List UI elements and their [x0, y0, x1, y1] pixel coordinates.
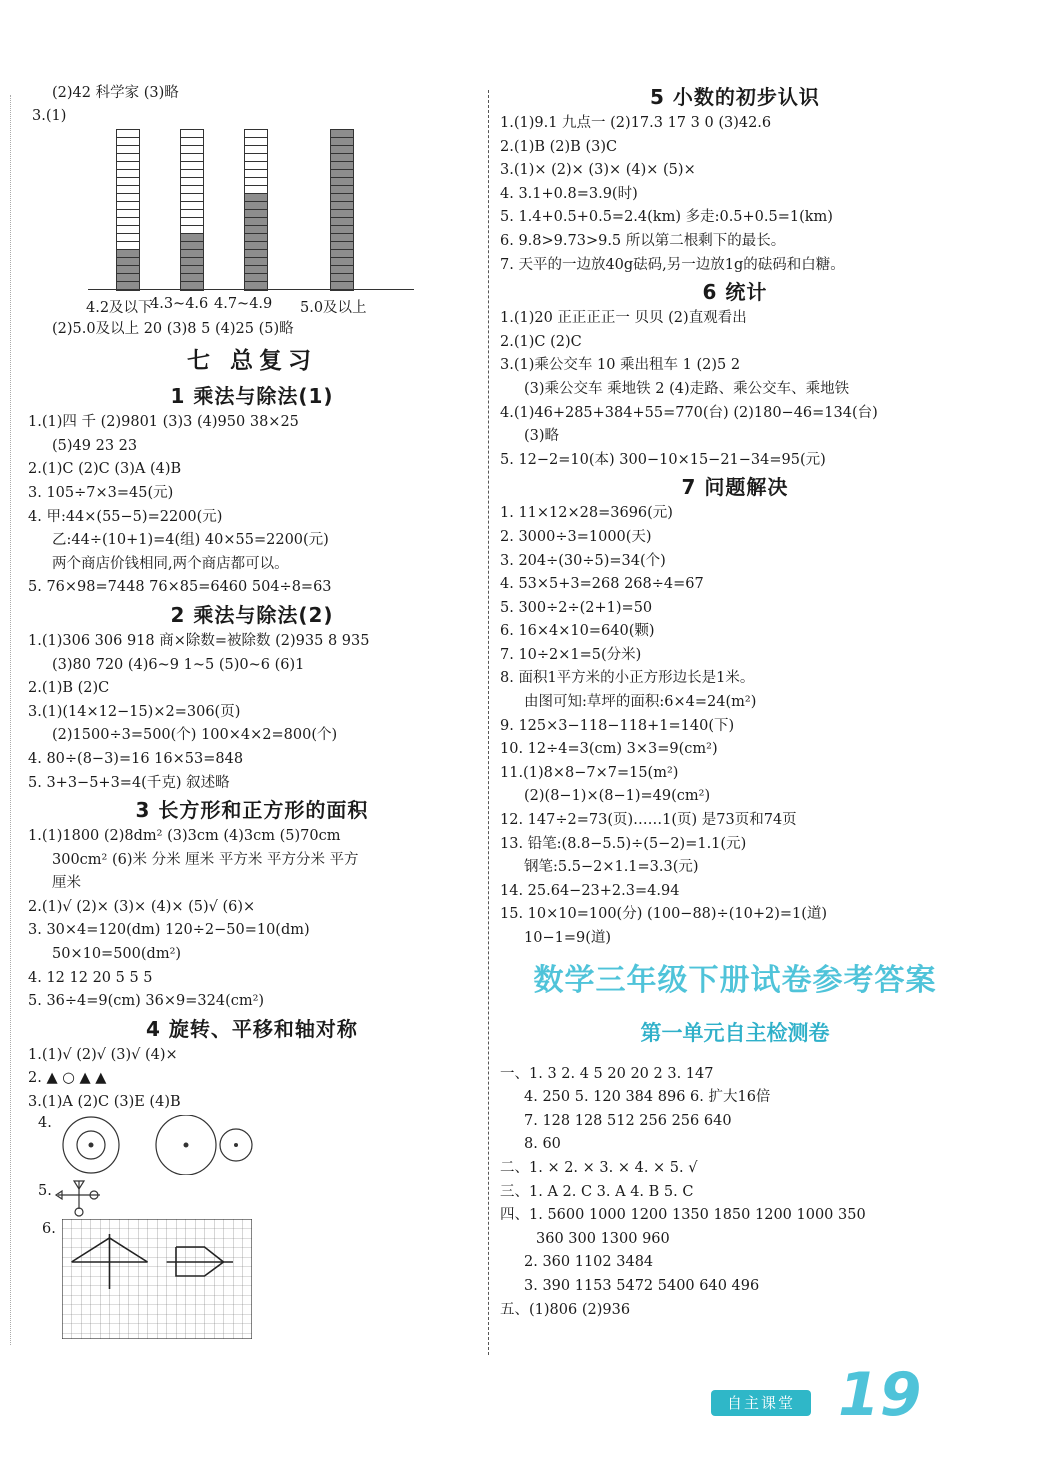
question-label: 5.	[38, 1182, 52, 1199]
answer-line: 12. 147÷2=73(页)……1(页) 是73页和74页	[500, 812, 797, 829]
answer-line: 360 300 1300 960	[536, 1230, 670, 1247]
answer-line: 5. 300÷2÷(2+1)=50	[500, 599, 653, 616]
test-answers-banner: 数学三年级下册试卷参考答案	[533, 962, 937, 998]
answer-line: 50×10=500(dm²)	[52, 946, 182, 963]
answer-line: 3.(1)(14×12−15)×2=306(页)	[28, 703, 241, 720]
answer-line: 2. 360 1102 3484	[524, 1254, 654, 1271]
answer-line: 7. 10÷2×1=5(分米)	[500, 646, 642, 663]
answer-line: 10−1=9(道)	[524, 930, 612, 946]
question-label: 6.	[42, 1220, 56, 1237]
answer-line: 3.(1)乘公交车 10 乘出租车 1 (2)5 2	[500, 357, 741, 374]
answer-line: 300cm² (6)米 分米 厘米 平方米 平方分米 平方	[52, 851, 359, 868]
bar-0	[116, 129, 140, 291]
answer-line: 1.(1)9.1 九点一 (2)17.3 17 3 0 (3)42.6	[500, 115, 772, 131]
answer-line: (5)49 23 23	[52, 437, 138, 454]
answer-line: 8. 面积1平方米的小正方形边长是1米。	[500, 670, 755, 687]
answer-line: 4. 53×5+3=268 268÷4=67	[500, 576, 704, 593]
bar-0-fill	[117, 250, 139, 290]
bar-3	[330, 129, 354, 291]
answer-line: 7. 天平的一边放40g砝码,另一边放1g的砝码和白糖。	[500, 256, 845, 273]
grid-figure	[28, 1217, 476, 1342]
category-label-1: 4.3~4.6	[150, 295, 209, 312]
answer-line: 7. 128 128 512 256 256 640	[524, 1112, 732, 1129]
answer-line: 2.(1)B (2)C	[28, 680, 110, 697]
answer-line: 5. 1.4+0.5+0.5=2.4(km) 多走:0.5+0.5=1(km)	[500, 209, 833, 226]
category-label-3: 5.0及以上	[300, 299, 367, 316]
answer-line: 1.(1)√ (2)√ (3)√ (4)×	[28, 1046, 178, 1063]
answer-line: (2)5.0及以上 20 (3)8 5 (4)25 (5)略	[52, 320, 294, 337]
section-title: 5 小数的初步认识	[650, 85, 820, 109]
answer-line: 13. 铅笔:(8.8−5.5)÷(5−2)=1.1(元)	[500, 835, 747, 852]
answer-line: 1.(1)1800 (2)8dm² (3)3cm (4)3cm (5)70cm	[28, 828, 341, 845]
category-label-2: 4.7~4.9	[214, 295, 273, 312]
section-title: 4 旋转、平移和轴对称	[146, 1016, 358, 1041]
answer-line: 3. 390 1153 5472 5400 640 496	[524, 1277, 760, 1294]
answer-line: 1.(1)四 千 (2)9801 (3)3 (4)950 38×25	[28, 414, 299, 431]
answer-line: 11.(1)8×8−7×7=15(m²)	[500, 764, 679, 781]
flag-symbol-diagram	[54, 1179, 104, 1217]
answer-line: 5. 3+3−5+3=4(千克) 叙述略	[28, 774, 230, 791]
answer-line: 三、1. A 2. C 3. A 4. B 5. C	[500, 1183, 694, 1200]
answer-line: 5. 12−2=10(本) 300−10×15−21−34=95(元)	[500, 451, 826, 468]
question-label: 4.	[38, 1114, 52, 1131]
answer-line: 4. 12 12 20 5 5 5	[28, 969, 153, 986]
answer-line: 9. 125×3−118−118+1=140(下)	[500, 717, 735, 734]
answer-line: 8. 60	[524, 1136, 561, 1153]
section-title: 3 长方形和正方形的面积	[135, 798, 369, 823]
bar-chart	[28, 106, 476, 296]
answer-line: 5. 36÷4=9(cm) 36×9=324(cm²)	[28, 993, 265, 1010]
answer-line: 3. 204÷(30÷5)=34(个)	[500, 552, 666, 569]
answer-line: 五、(1)806 (2)936	[500, 1301, 631, 1318]
answer-line: 2. ▲ ○ ▲ ▲	[28, 1070, 107, 1087]
answer-line: 2.(1)B (2)B (3)C	[500, 138, 618, 155]
answer-line: 四、1. 5600 1000 1200 1350 1850 1200 1000 350	[500, 1207, 866, 1224]
answer-line: 14. 25.64−23+2.3=4.94	[500, 882, 680, 899]
left-column	[28, 82, 476, 1342]
column-divider	[488, 90, 489, 1355]
answer-line: 2. 3000÷3=1000(天)	[500, 528, 652, 545]
bar-1-fill	[181, 234, 203, 290]
category-label-0: 4.2及以下	[86, 299, 153, 316]
answer-line: 1.(1)20 正正正正一 贝贝 (2)直观看出	[500, 310, 747, 327]
chart-categories	[28, 296, 476, 318]
translation-grid-diagram	[62, 1219, 252, 1339]
section-title: 2 乘法与除法(2)	[170, 602, 334, 627]
answer-line: 15. 10×10=100(分) (100−88)÷(10+2)=1(道)	[500, 906, 828, 923]
answer-line: (2)1500÷3=500(个) 100×4×2=800(个)	[52, 727, 338, 744]
answer-line: 3. 105÷7×3=45(元)	[28, 484, 174, 501]
brand-badge: 自主课堂	[711, 1390, 811, 1416]
bar-2	[244, 129, 268, 291]
answer-line: 6. 9.8>9.73>9.5 所以第二根剩下的最长。	[500, 232, 786, 249]
answer-line: (2)(8−1)×(8−1)=49(cm²)	[524, 788, 711, 805]
answer-line: 由图可知:草坪的面积:6×4=24(m²)	[524, 694, 757, 711]
answer-line: (2)42 科学家 (3)略	[52, 85, 179, 101]
answer-line: 3.(1)× (2)× (3)× (4)× (5)×	[500, 162, 696, 179]
chart-question-label: 3.(1)	[32, 107, 67, 124]
answer-line: 4. 80÷(8−3)=16 16×53=848	[28, 750, 244, 767]
answer-line: 6. 16×4×10=640(颗)	[500, 623, 655, 640]
binding-margin-marks	[10, 95, 11, 1345]
answer-line: 两个商店价钱相同,两个商店都可以。	[52, 555, 289, 572]
right-column	[500, 82, 970, 1322]
answer-line: 3.(1)A (2)C (3)E (4)B	[28, 1094, 181, 1111]
answer-line: 4.(1)46+285+384+55=770(台) (2)180−46=134(台)	[500, 404, 878, 421]
answer-line: 4. 3.1+0.8=3.9(时)	[500, 185, 638, 202]
answer-line: 钢笔:5.5−2×1.1=3.3(元)	[524, 859, 699, 876]
page-number: 19	[838, 1360, 922, 1430]
answer-line: 2.(1)C (2)C (3)A (4)B	[28, 461, 182, 478]
bar-3-fill	[331, 130, 353, 290]
answer-line: 厘米	[52, 875, 81, 892]
answer-line: 乙:44÷(10+1)=4(组) 40×55=2200(元)	[52, 532, 329, 549]
answer-line: 一、1. 3 2. 4 5 20 20 2 3. 147	[500, 1065, 714, 1082]
section-title: 6 统计	[702, 280, 768, 305]
answer-line: 2.(1)C (2)C	[500, 333, 582, 350]
chart-axis	[88, 289, 414, 290]
answer-line: 二、1. × 2. × 3. × 4. × 5. √	[500, 1159, 698, 1176]
review-title: 七 总复习	[186, 348, 317, 375]
answer-line: (3)略	[524, 428, 560, 445]
answer-line: (3)80 720 (4)6~9 1~5 (5)0~6 (6)1	[52, 656, 305, 673]
answer-line: 10. 12÷4=3(cm) 3×3=9(cm²)	[500, 741, 718, 758]
answer-line: 3. 30×4=120(dm) 120÷2−50=10(dm)	[28, 922, 310, 939]
section-title: 1 乘法与除法(1)	[170, 384, 334, 409]
answer-line: (3)乘公交车 乘地铁 2 (4)走路、乘公交车、乘地铁	[524, 380, 850, 397]
answer-line: 4. 250 5. 120 384 896 6. 扩大16倍	[524, 1089, 771, 1106]
section-title: 7 问题解决	[681, 475, 789, 500]
unit-test-title: 第一单元自主检测卷	[640, 1020, 830, 1045]
symmetry-figure	[28, 1177, 476, 1217]
answer-line: 1. 11×12×28=3696(元)	[500, 505, 673, 522]
bar-1	[180, 129, 204, 291]
answer-line: 5. 76×98=7448 76×85=6460 504÷8=63	[28, 579, 332, 596]
circles-figure	[28, 1115, 476, 1177]
answer-line: 4. 甲:44×(55−5)=2200(元)	[28, 508, 223, 525]
answer-line: 1.(1)306 306 918 商×除数=被除数 (2)935 8 935	[28, 632, 370, 649]
answer-line: 2.(1)√ (2)× (3)× (4)× (5)√ (6)×	[28, 898, 256, 915]
circles-diagram	[56, 1115, 286, 1175]
bar-2-fill	[245, 194, 267, 290]
